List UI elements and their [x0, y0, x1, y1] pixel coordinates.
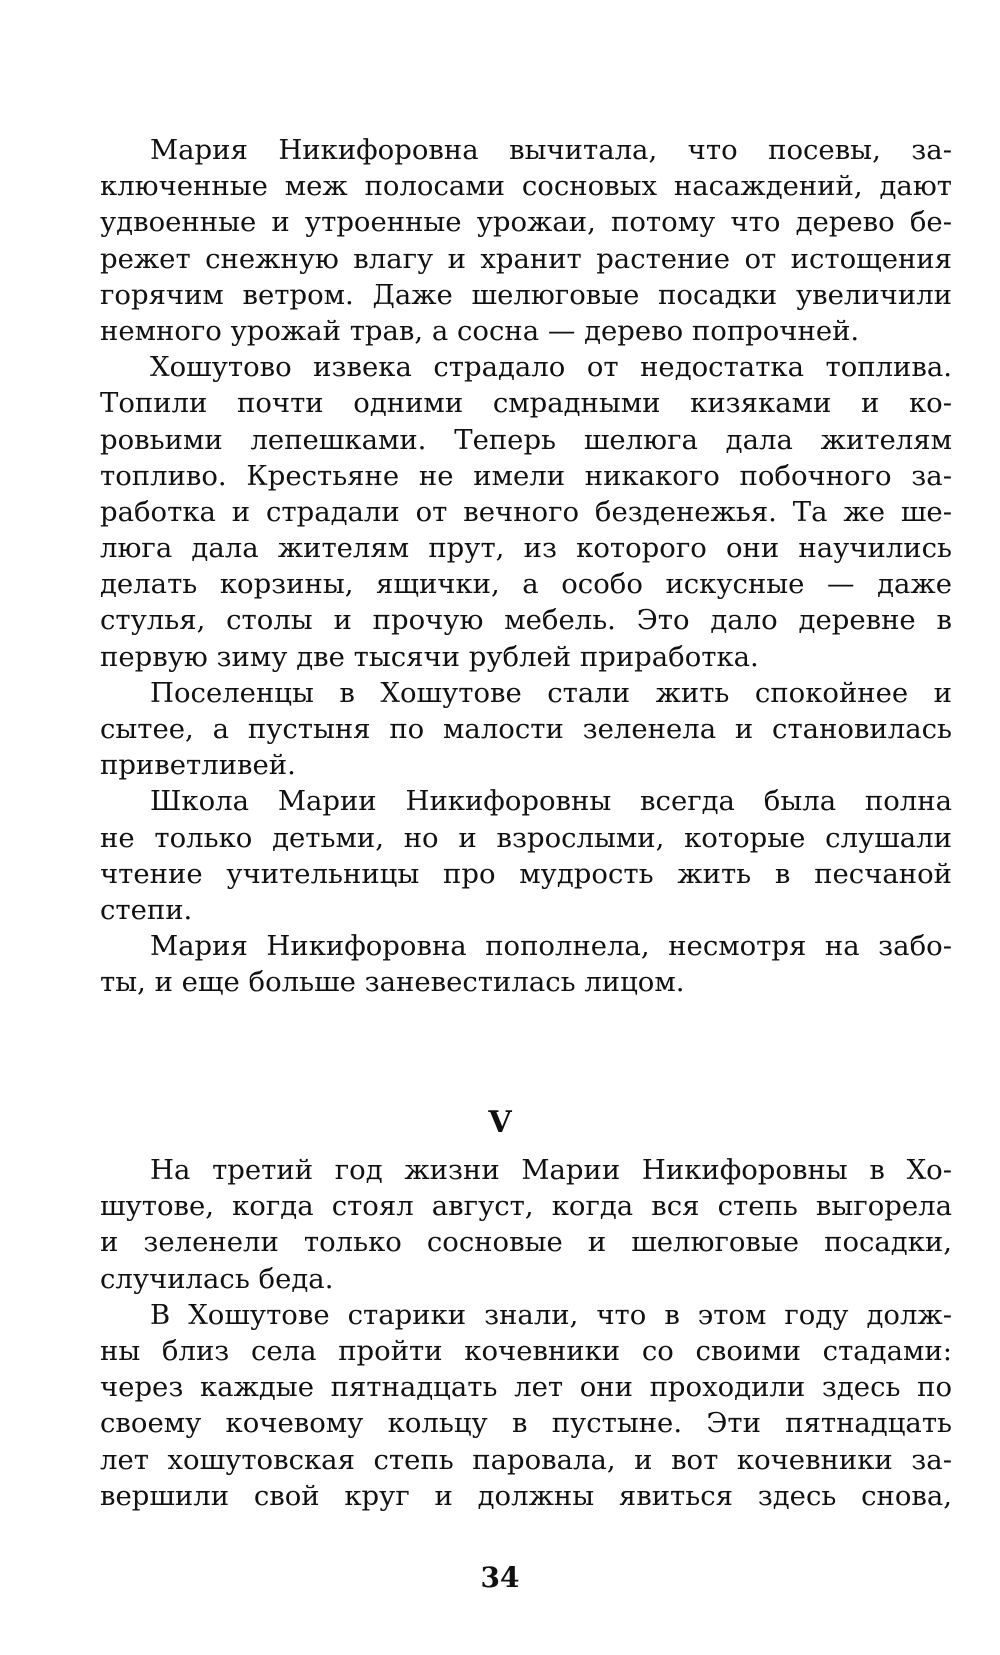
chapter-heading: V	[488, 1105, 512, 1140]
text-line: Мария Никифоровна пополнела, несмотря на забо-	[150, 930, 952, 963]
text-line: топливо. Крестьяне не имели никакого побочного за-	[100, 459, 952, 492]
text-line: своему кочевому кольцу в пустыне. Эти пятнадцать	[100, 1407, 952, 1440]
text-line: ровьими лепешками. Теперь шелюга дала жителям	[100, 423, 952, 456]
text-line: сытее, а пустыня по малости зеленела и становилась	[100, 713, 952, 745]
text-line: Поселенцы в Хошутове стали жить спокойнее и	[150, 676, 952, 709]
text-line: первую зиму две тысячи рублей приработка.	[100, 640, 759, 673]
text-line: чтение учительницы про мудрость жить в песчаной	[100, 857, 952, 890]
text-line: стулья, столы и прочую мебель. Это дало деревне в	[100, 604, 952, 637]
text-line: ключенные меж полосами сосновых насаждений, дают	[100, 170, 952, 203]
text-line: делать корзины, ящички, а особо искусные — даже	[100, 568, 952, 601]
text-line: вершили свой круг и должны явиться здесь снова,	[100, 1479, 952, 1512]
text-line: через каждые пятнадцать лет они проходили здесь по	[100, 1371, 952, 1404]
text-line: работка и страдали от вечного безденежья. Та же ше-	[100, 495, 952, 528]
text-line: Мария Никифоровна вычитала, что посевы, за-	[150, 134, 952, 166]
text-line: В Хошутове старики знали, что в этом году долж-	[150, 1298, 952, 1331]
text-line: люга дала жителям прут, из которого они научились	[100, 532, 952, 565]
text-line: Школа Марии Никифоровны всегда была полна	[150, 785, 952, 818]
text-line: лет хошутовская степь паровала, и вот кочевники за-	[100, 1443, 952, 1476]
text-line: Топили почти одними смрадными кизяками и ко-	[100, 387, 952, 420]
text-line: ны близ села пройти кочевники со своими стадами:	[100, 1334, 952, 1367]
text-line: приветливей.	[100, 749, 296, 782]
text-line: режет снежную влагу и хранит растение от истощения	[100, 242, 952, 275]
text-line: не только детьми, но и взрослыми, которые слушали	[100, 821, 952, 854]
text-line: ты, и еще больше заневестилась лицом.	[100, 966, 685, 999]
text-line: случилась беда.	[100, 1262, 334, 1295]
text-line: и зеленели только сосновые и шелюговые посадки,	[100, 1226, 952, 1259]
page-number: 34	[480, 1561, 520, 1594]
text-line: степи.	[100, 893, 193, 926]
text-line: Хошутово извека страдало от недостатка топлива.	[150, 351, 952, 384]
text-line: шутове, когда стоял август, когда вся степь выгорела	[100, 1190, 952, 1223]
text-line: немного урожай трав, а сосна — дерево попрочней.	[100, 314, 860, 347]
text-section-2	[100, 1152, 952, 1514]
text-section-1	[100, 132, 952, 1001]
text-line: удвоенные и утроенные урожаи, потому что дерево бе-	[100, 206, 952, 239]
text-line: На третий год жизни Марии Никифоровны в Хо-	[150, 1154, 952, 1186]
text-line: горячим ветром. Даже шелюговые посадки увеличили	[100, 278, 952, 311]
